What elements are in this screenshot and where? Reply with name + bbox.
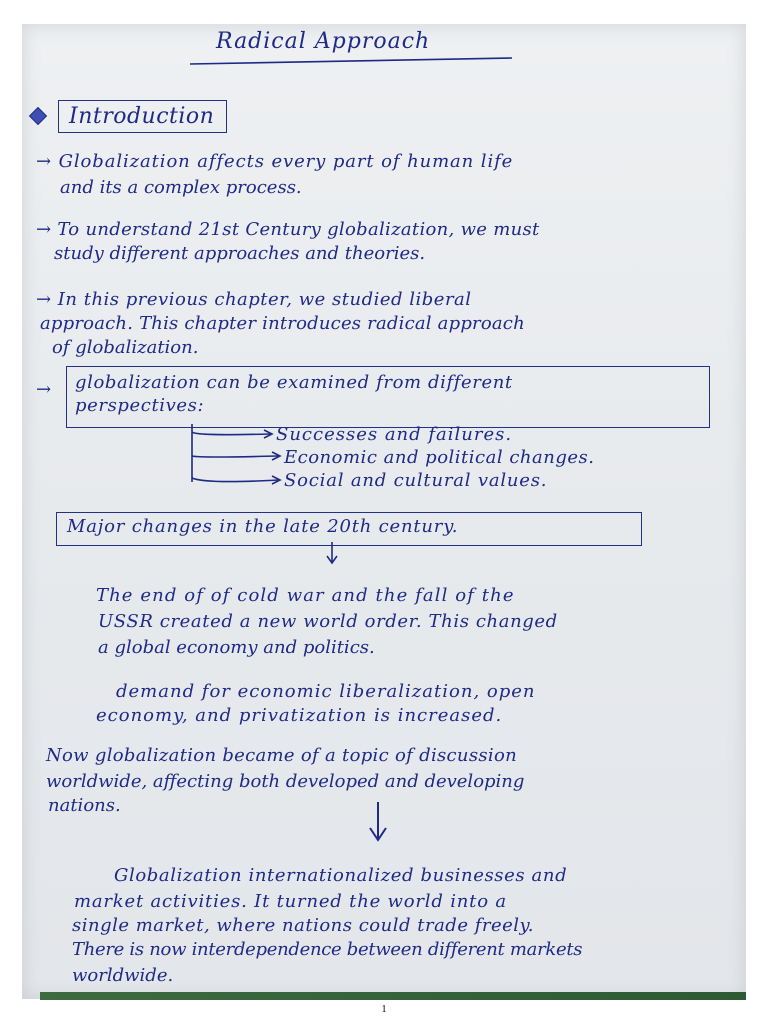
down-arrow-large-icon (370, 802, 386, 840)
discussion-line-1: Now globalization became of a topic of discussion (46, 745, 517, 766)
discussion-line-2: worldwide, affecting both developed and developing (46, 771, 525, 792)
liberalization-line-1: demand for economic liberalization, open (116, 681, 536, 702)
markets-line-4: There is now interdependence between different markets (72, 939, 583, 960)
section-heading-introduction: Introduction (58, 100, 227, 133)
markets-line-1: Globalization internationalized businesses and (114, 865, 568, 886)
cold-war-line-3: a global economy and politics. (98, 637, 375, 658)
markets-line-3: single market, where nations could trade freely. (72, 915, 535, 936)
markets-line-2: market activities. It turned the world into a (74, 891, 507, 912)
branch-item-economic: Economic and political changes. (284, 447, 595, 468)
down-arrow-small-icon (327, 542, 337, 563)
liberalization-line-2: economy, and privatization is increased. (96, 705, 503, 726)
discussion-line-3: nations. (48, 795, 121, 816)
arrow-mark: → (36, 379, 52, 400)
intro-point-2-line-2: study different approaches and theories. (54, 243, 426, 264)
page-number: 1 (381, 1004, 387, 1015)
title-underline (190, 58, 512, 64)
branch-item-successes: Successes and failures. (276, 424, 513, 445)
cold-war-line-2: USSR created a new world order. This changed (98, 611, 558, 632)
perspectives-line-1: globalization can be examined from different (75, 372, 513, 393)
bullet-diamond-icon (30, 108, 47, 125)
markets-line-5: worldwide. (72, 965, 174, 986)
branch-arrows (192, 424, 280, 484)
perspectives-line-2: perspectives: (75, 395, 205, 416)
intro-point-3-line-1: → In this previous chapter, we studied liberal (36, 289, 472, 310)
intro-point-2-line-1: → To understand 21st Century globalization, we must (36, 219, 540, 240)
intro-point-3-line-3: of globalization. (52, 337, 199, 358)
branch-item-social: Social and cultural values. (284, 470, 548, 491)
intro-point-1-line-1: → Globalization affects every part of human life (36, 151, 514, 172)
cold-war-line-1: The end of of cold war and the fall of the (96, 585, 515, 606)
major-changes-box: Major changes in the late 20th century. (56, 512, 642, 546)
intro-point-3-line-2: approach. This chapter introduces radical approach (40, 313, 525, 334)
intro-point-1-line-2: and its a complex process. (60, 177, 302, 198)
page-title: Radical Approach (216, 29, 431, 54)
